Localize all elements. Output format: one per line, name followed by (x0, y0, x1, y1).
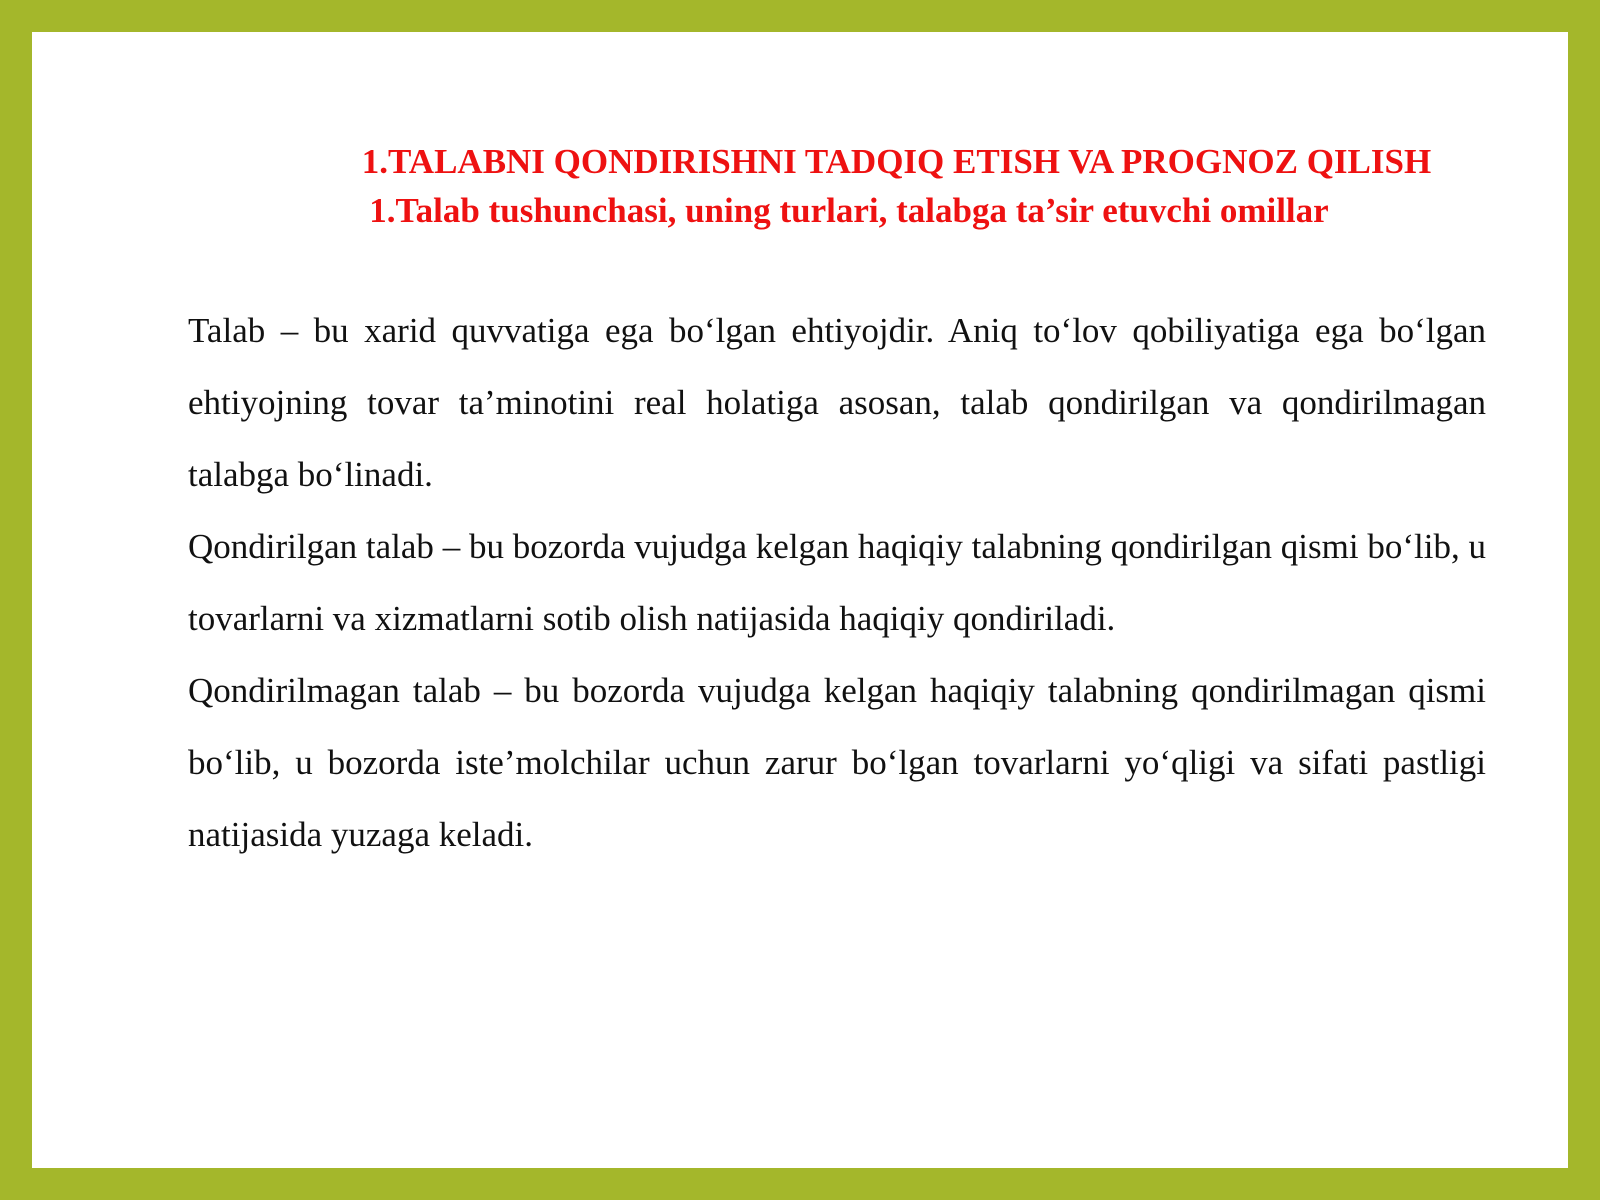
paragraph-talab-definition: Talab – bu xarid quvvatiga ega bo‘lgan ehtiyojdir. Aniq to‘lov qobiliyatiga ega bo‘lgan ehtiyojning tovar ta’minotini real holatiga asosan, talab qondirilgan va qondirilmagan talabga bo‘linadi. (188, 311, 1486, 494)
paragraph-unsatisfied-demand: Qondirilmagan talab – bu bozorda vujudga kelgan haqiqiy talabning qondirilmagan qismi bo‘lib, u bozorda iste’molchilar uchun zarur bo‘lgan tovarlarni yo‘qligi va sifati pastligi natijasida yuzaga keladi. (188, 671, 1486, 854)
slide-body (188, 295, 1486, 871)
slide-title-block (182, 137, 1516, 235)
slide-canvas (32, 32, 1568, 1168)
slide-heading: 1.TALABNI QONDIRISHNI TADQIQ ETISH VA PROGNOZ QILISH (361, 142, 1432, 181)
slide-subheading: 1.Talab tushunchasi, uning turlari, talabga ta’sir etuvchi omillar (369, 191, 1329, 230)
paragraph-satisfied-demand: Qondirilgan talab – bu bozorda vujudga kelgan haqiqiy talabning qondirilgan qismi bo‘lib, u tovarlarni va xizmatlarni sotib olish natijasida haqiqiy qondiriladi. (188, 527, 1486, 638)
